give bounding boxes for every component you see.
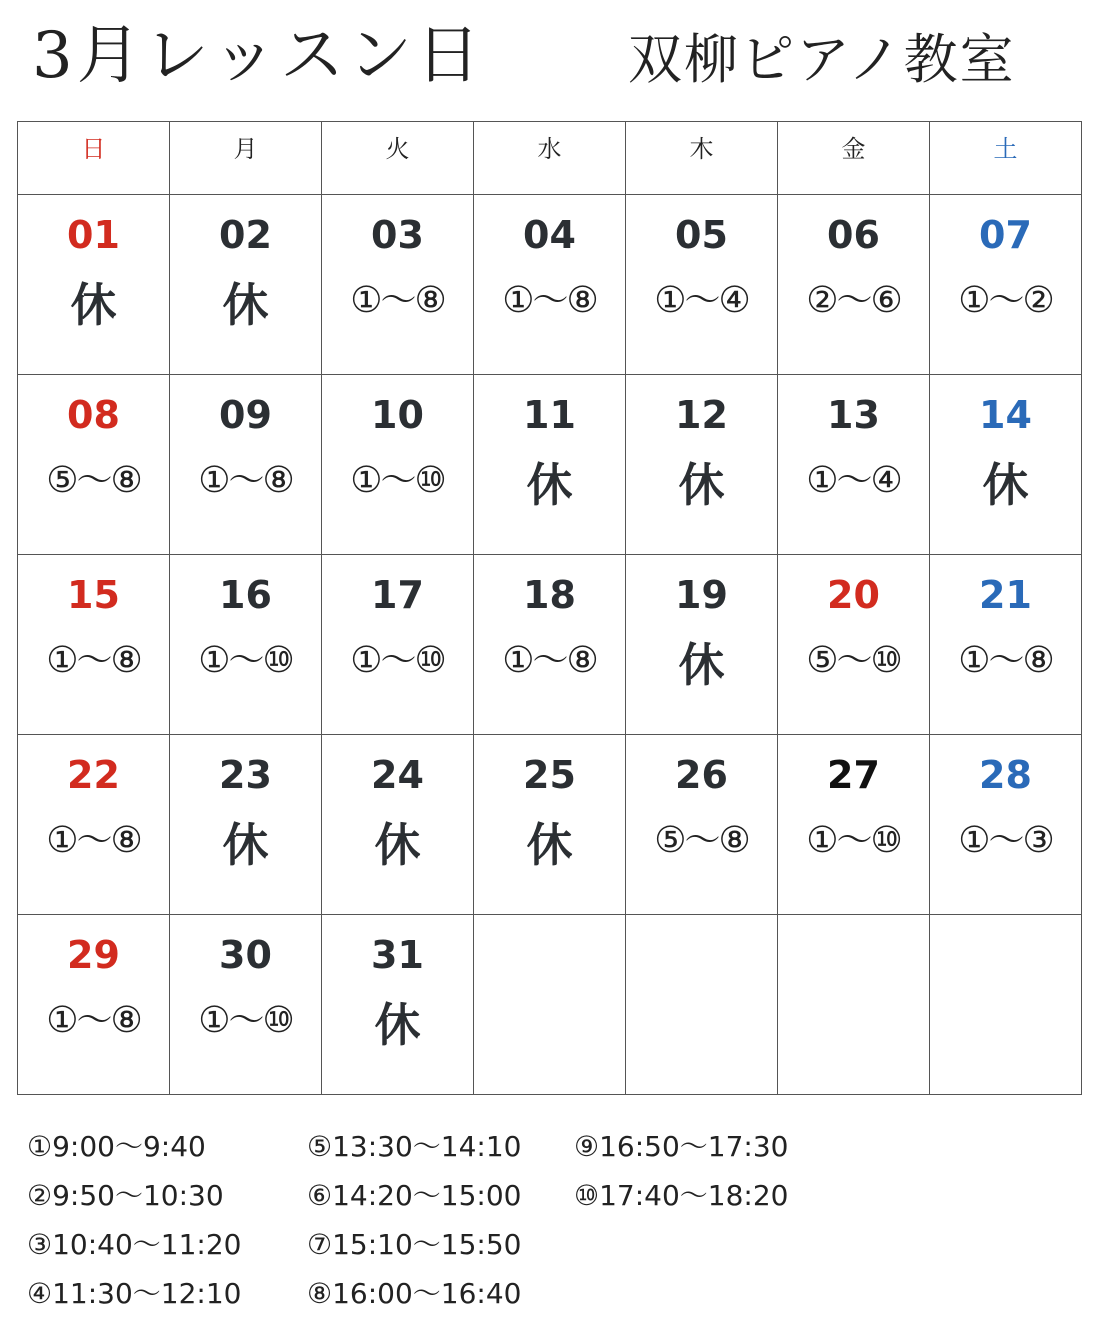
day-number: 14 xyxy=(979,393,1032,437)
legend-item: ⑨16:50〜17:30 xyxy=(574,1130,789,1163)
weekday-header: 火 xyxy=(322,122,474,195)
day-number: 16 xyxy=(219,573,272,617)
day-cell xyxy=(778,195,930,375)
day-number: 06 xyxy=(827,213,880,257)
legend-column xyxy=(27,1122,242,1318)
day-number: 19 xyxy=(675,573,728,617)
legend-item: ①9:00〜9:40 xyxy=(27,1130,206,1163)
day-number: 20 xyxy=(827,573,880,617)
lesson-slot-range: ①〜⑩ xyxy=(198,640,293,681)
lesson-slot-range: ①〜⑧ xyxy=(46,640,141,681)
legend-item: ④11:30〜12:10 xyxy=(27,1277,242,1310)
empty-cell xyxy=(474,915,626,1095)
day-number: 24 xyxy=(371,753,424,797)
closed-mark: 休 xyxy=(678,458,725,512)
weekday-header: 日 xyxy=(18,122,170,195)
day-number: 09 xyxy=(219,393,272,437)
day-number: 30 xyxy=(219,933,272,977)
lesson-slot-range: ①〜⑧ xyxy=(46,1000,141,1041)
day-cell xyxy=(170,735,322,915)
legend-item: ⑤13:30〜14:10 xyxy=(307,1130,522,1163)
weekday-header: 水 xyxy=(474,122,626,195)
day-cell xyxy=(930,195,1082,375)
day-cell xyxy=(322,195,474,375)
day-number: 10 xyxy=(371,393,424,437)
day-cell xyxy=(626,735,778,915)
closed-mark: 休 xyxy=(678,638,725,692)
day-number: 21 xyxy=(979,573,1032,617)
legend-item: ⑥14:20〜15:00 xyxy=(307,1179,522,1212)
lesson-slot-range: ①〜④ xyxy=(654,280,749,321)
legend-column xyxy=(307,1122,522,1318)
lesson-slot-range: ①〜⑧ xyxy=(46,820,141,861)
closed-mark: 休 xyxy=(70,278,117,332)
school-name: 双柳ピアノ教室 xyxy=(628,28,1016,91)
day-number: 08 xyxy=(67,393,120,437)
day-number: 02 xyxy=(219,213,272,257)
weekday-header: 月 xyxy=(170,122,322,195)
day-number: 27 xyxy=(827,753,880,797)
legend-item: ⑦15:10〜15:50 xyxy=(307,1228,522,1261)
lesson-slot-range: ①〜⑩ xyxy=(350,640,445,681)
day-number: 29 xyxy=(67,933,120,977)
lesson-slot-range: ①〜⑧ xyxy=(958,640,1053,681)
week-row xyxy=(18,915,1082,1095)
lesson-slot-range: ①〜③ xyxy=(958,820,1053,861)
day-number: 18 xyxy=(523,573,576,617)
weekday-header-row xyxy=(18,122,1082,195)
day-cell xyxy=(18,915,170,1095)
lesson-slot-range: ①〜⑩ xyxy=(198,1000,293,1041)
legend-item: ⑩17:40〜18:20 xyxy=(574,1179,789,1212)
day-cell xyxy=(474,375,626,555)
lesson-slot-range: ①〜⑧ xyxy=(502,280,597,321)
legend-column xyxy=(574,1122,789,1220)
day-number: 11 xyxy=(523,393,576,437)
day-cell xyxy=(322,375,474,555)
lesson-slot-range: ①〜⑩ xyxy=(806,820,901,861)
week-row xyxy=(18,195,1082,375)
day-cell xyxy=(474,555,626,735)
day-number: 23 xyxy=(219,753,272,797)
weekday-header: 金 xyxy=(778,122,930,195)
day-cell xyxy=(474,735,626,915)
lesson-slot-range: ⑤〜⑩ xyxy=(806,640,901,681)
closed-mark: 休 xyxy=(222,818,269,872)
day-cell xyxy=(170,375,322,555)
day-number: 31 xyxy=(371,933,424,977)
day-cell xyxy=(930,375,1082,555)
day-cell xyxy=(18,375,170,555)
day-cell xyxy=(170,195,322,375)
legend-item: ⑧16:00〜16:40 xyxy=(307,1277,522,1310)
day-number: 13 xyxy=(827,393,880,437)
closed-mark: 休 xyxy=(526,818,573,872)
week-row xyxy=(18,735,1082,915)
weekday-header: 土 xyxy=(930,122,1082,195)
day-cell xyxy=(322,735,474,915)
day-cell xyxy=(930,735,1082,915)
day-number: 17 xyxy=(371,573,424,617)
lesson-slot-range: ⑤〜⑧ xyxy=(654,820,749,861)
week-row xyxy=(18,375,1082,555)
day-cell xyxy=(626,195,778,375)
day-number: 28 xyxy=(979,753,1032,797)
weekday-header: 木 xyxy=(626,122,778,195)
closed-mark: 休 xyxy=(982,458,1029,512)
closed-mark: 休 xyxy=(222,278,269,332)
closed-mark: 休 xyxy=(526,458,573,512)
day-number: 07 xyxy=(979,213,1032,257)
lesson-slot-range: ⑤〜⑧ xyxy=(46,460,141,501)
closed-mark: 休 xyxy=(374,998,421,1052)
day-number: 22 xyxy=(67,753,120,797)
day-cell xyxy=(322,915,474,1095)
day-cell xyxy=(18,735,170,915)
calendar-grid xyxy=(17,121,1082,1095)
day-number: 03 xyxy=(371,213,424,257)
day-cell xyxy=(930,555,1082,735)
lesson-slot-range: ①〜⑩ xyxy=(350,460,445,501)
day-number: 15 xyxy=(67,573,120,617)
day-number: 04 xyxy=(523,213,576,257)
day-cell xyxy=(18,195,170,375)
day-cell xyxy=(322,555,474,735)
day-cell xyxy=(778,375,930,555)
day-cell xyxy=(474,195,626,375)
week-row xyxy=(18,555,1082,735)
day-number: 26 xyxy=(675,753,728,797)
day-cell xyxy=(778,555,930,735)
closed-mark: 休 xyxy=(374,818,421,872)
lesson-slot-range: ①〜④ xyxy=(806,460,901,501)
empty-cell xyxy=(626,915,778,1095)
day-number: 12 xyxy=(675,393,728,437)
day-number: 05 xyxy=(675,213,728,257)
legend-item: ②9:50〜10:30 xyxy=(27,1179,224,1212)
legend-item: ③10:40〜11:20 xyxy=(27,1228,242,1261)
lesson-slot-range: ①〜② xyxy=(958,280,1053,321)
lesson-slot-range: ①〜⑧ xyxy=(350,280,445,321)
day-cell xyxy=(626,555,778,735)
day-cell xyxy=(170,915,322,1095)
lesson-slot-range: ①〜⑧ xyxy=(502,640,597,681)
day-cell xyxy=(626,375,778,555)
empty-cell xyxy=(930,915,1082,1095)
page-title: 3月レッスン日 xyxy=(32,19,485,93)
day-number: 25 xyxy=(523,753,576,797)
day-cell xyxy=(170,555,322,735)
day-cell xyxy=(778,735,930,915)
lesson-slot-range: ①〜⑧ xyxy=(198,460,293,501)
lesson-slot-range: ②〜⑥ xyxy=(806,280,901,321)
empty-cell xyxy=(778,915,930,1095)
day-cell xyxy=(18,555,170,735)
day-number: 01 xyxy=(67,213,120,257)
